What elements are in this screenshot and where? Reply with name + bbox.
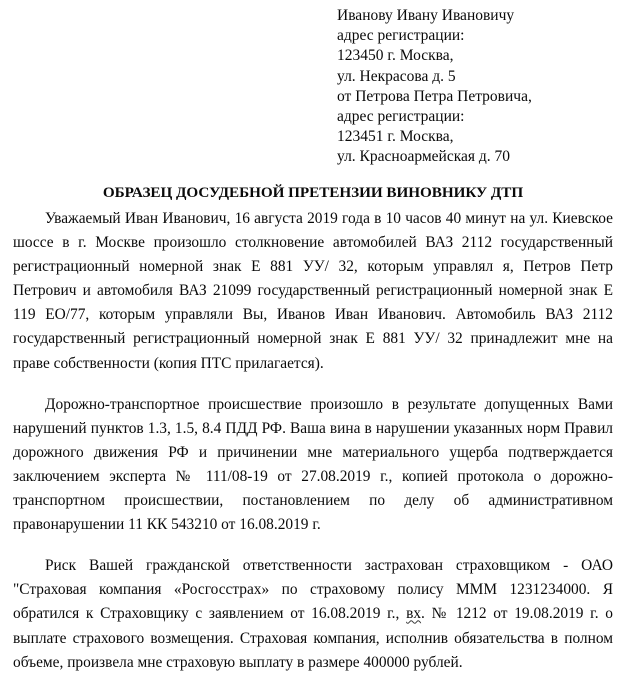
- paragraph-incident-description: Уважаемый Иван Иванович, 16 августа 2019 года в 10 часов 40 минут на ул. Киевское шоссе в г. Москве произошло столкновение автомобилей ВАЗ 2112 государственный регистрационный номерной знак Е 881 УУ/ 32, которым управлял я, Петров Петр Петрович и автомобиля ВАЗ 21099 государственный регистрационный номерной знак Е 119 ЕО/77, которым управляли Вы, Иванов Иван Иванович. Автомобиль ВАЗ 2112 государственный регистрационный номерной знак Е 881 УУ/ 32 принадлежит мне на праве собственности (копия ПТС прилагается).: [13, 210, 613, 372]
- document-title: ОБРАЗЕЦ ДОСУДЕБНОЙ ПРЕТЕНЗИИ ВИНОВНИКУ ДТП: [102, 184, 524, 201]
- sender-name: от Петрова Петра Петровича,: [337, 87, 532, 105]
- paragraph-insurance-payout: [13, 554, 613, 674]
- addressee-header-block: [337, 6, 619, 168]
- spellcheck-flagged-word: вх: [406, 605, 422, 623]
- addressee-address-label: адрес регистрации:: [337, 27, 465, 45]
- sender-city: 123451 г. Москва,: [337, 128, 454, 146]
- addressee-name: Иванову Ивану Ивановичу: [337, 7, 515, 24]
- insurance-text-before-misspelling: Риск Вашей гражданской ответственности застрахован страховщиком - ОАО "Страховая компания «Росгосстрах» по страховому полису МММ 1231234000. Я обратился к Страховщику с заявлением от 16.08.2019 г.,: [13, 557, 613, 623]
- paragraph-fault-and-evidence: Дорожно-транспортное происшествие произошло в результате допущенных Вами нарушений пунктов 1.3, 1.5, 8.4 ПДД РФ. Ваша вина в нарушении указанных норм Правил дорожного движения РФ и причинении мне материального ущерба подтверждается заключением эксперта № 111/08-19 от 27.08.2019 г., копией протокола о дорожно-транспортном происшествии, постановлением по делу об административном правонарушении 11 КК 543210 от 16.08.2019 г.: [13, 395, 613, 534]
- sender-address-label: адрес регистрации:: [337, 108, 465, 126]
- sender-street: ул. Красноармейская д. 70: [337, 148, 511, 166]
- document-body: [13, 207, 613, 675]
- insurance-text-after-misspelling: . № 1212 от 19.08.2019 г. о выплате страхового возмещения. Страховая компания, исполнив обязательства в полном объеме, произвела мне страховую выплату в размере 400000 рублей.: [13, 605, 613, 671]
- addressee-street: ул. Некрасова д. 5: [337, 67, 456, 85]
- addressee-city: 123450 г. Москва,: [337, 47, 454, 65]
